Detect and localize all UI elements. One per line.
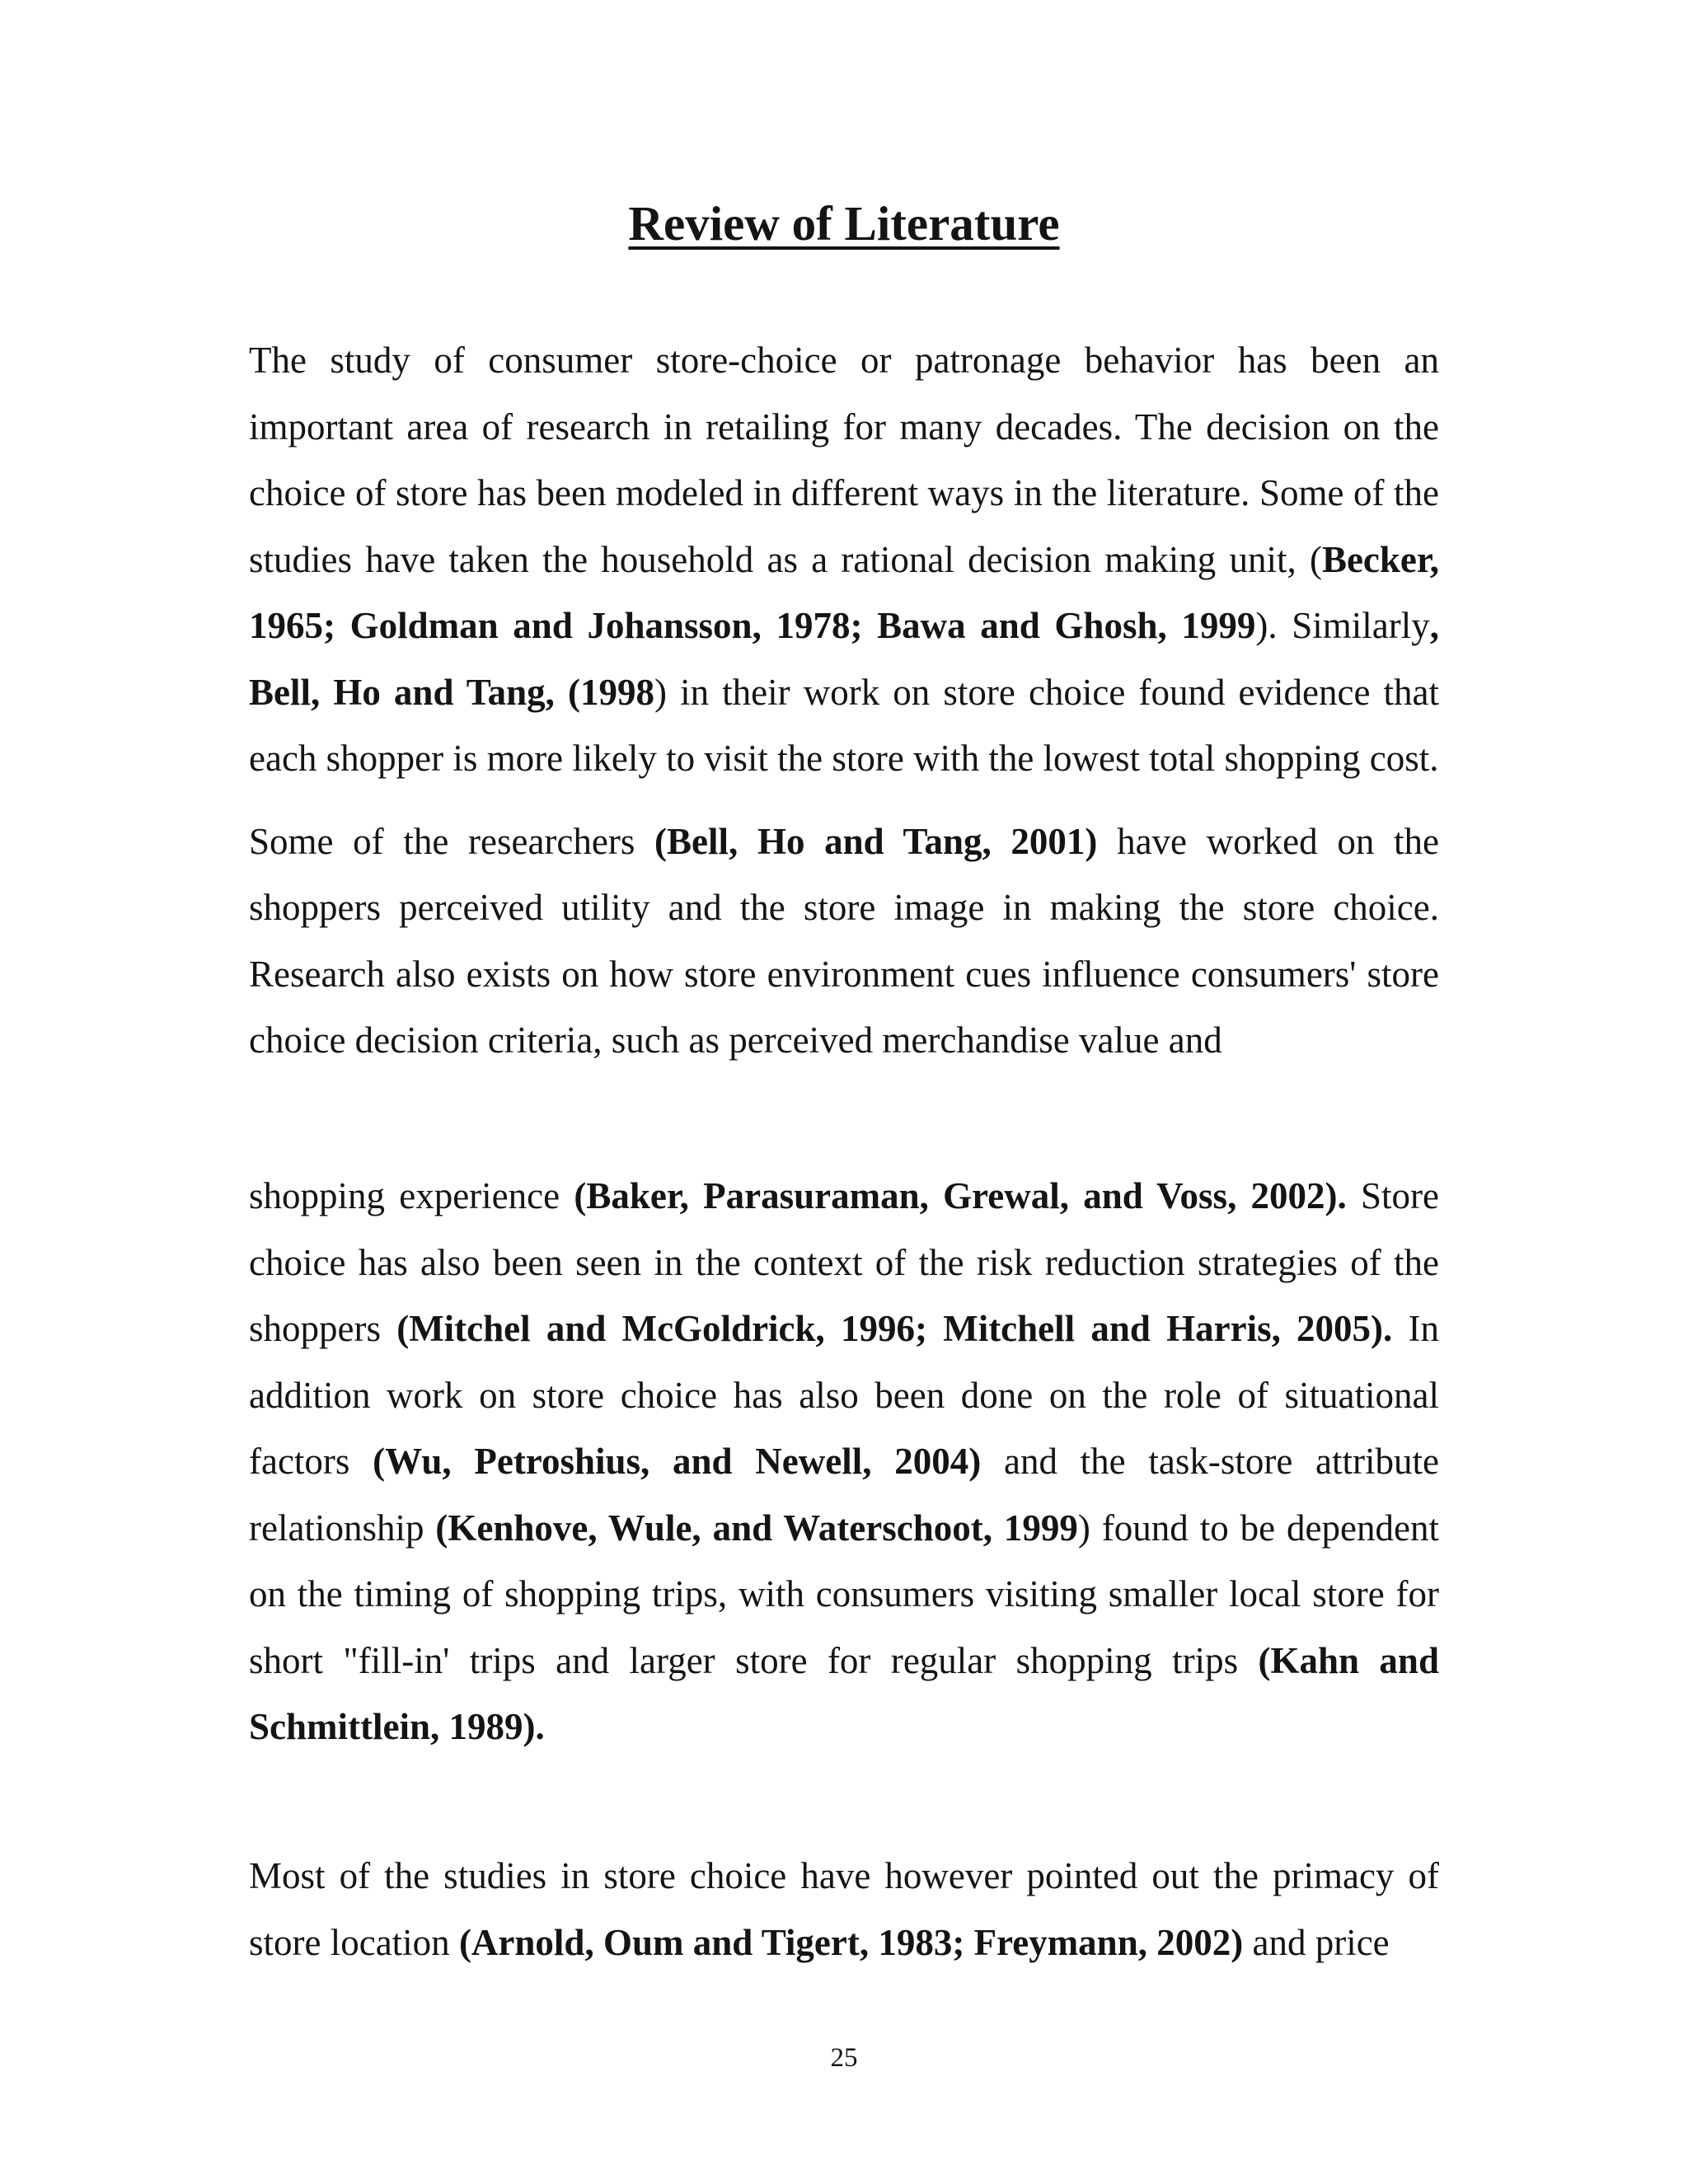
paragraph bbox=[249, 1163, 1439, 1760]
page-title: Review of Literature bbox=[628, 196, 1060, 251]
paragraph-text: ). Similarly bbox=[1255, 605, 1430, 646]
citation: , Bell, Ho and Tang, (1998 bbox=[249, 605, 1440, 713]
citation: (Kenhove, Wule, and Waterschoot, 1999 bbox=[435, 1507, 1078, 1549]
paragraph-text: and price bbox=[1243, 1921, 1390, 1963]
citation: (Arnold, Oum and Tigert, 1983; Freymann, 2002) bbox=[458, 1921, 1244, 1963]
paragraph-text: and the task-store attribute relationship bbox=[249, 1441, 1440, 1549]
paragraph-text: Most of the studies in store choice have however pointed out the primacy of store location bbox=[249, 1855, 1439, 1963]
paragraph bbox=[249, 327, 1439, 792]
citation: (Mitchel and McGoldrick, 1996; Mitchell and Harris, 2005). bbox=[396, 1308, 1393, 1349]
citation: Becker, 1965; Goldman and Johansson, 1978; Bawa and Ghosh, 1999 bbox=[249, 538, 1439, 646]
paragraph-text: In addition work on store choice has also been done on the role of situational factors bbox=[249, 1308, 1439, 1482]
paragraph-group bbox=[249, 1163, 1439, 1760]
citation: (Bell, Ho and Tang, 2001) bbox=[654, 820, 1098, 862]
citation: (Wu, Petroshius, and Newell, 2004) bbox=[373, 1441, 982, 1482]
paragraph-text: shopping experience bbox=[249, 1175, 574, 1216]
paragraph-text: Store choice has also been seen in the context of the risk reduction strategies of the shoppers bbox=[249, 1175, 1439, 1349]
paragraph bbox=[249, 1843, 1439, 1975]
paragraph-group bbox=[249, 327, 1439, 1074]
citation: (Baker, Parasuraman, Grewal, and Voss, 2002). bbox=[574, 1175, 1347, 1216]
paragraph-text: ) found to be dependent on the timing of shopping trips, with consumers visiting smaller local store for short "fill-in' trips and larger store for regular shopping trips bbox=[249, 1507, 1439, 1681]
paragraph bbox=[249, 808, 1439, 1074]
page-number: 25 bbox=[830, 2043, 858, 2073]
paragraph-text: The study of consumer store-choice or patronage behavior has been an important area of research in retailing for many decades. The decision on the choice of store has been modeled in different ways in the literature. Some of the studies have taken the household as a rational decision making unit, ( bbox=[249, 340, 1439, 580]
citation: (Kahn and Schmittlein, 1989). bbox=[249, 1639, 1439, 1747]
paragraph-text: have worked on the shoppers perceived utility and the store image in making the store choice. Research also exists on how store environment cues influence consumers' store choice decision criteria, such as perceived merchandise value and bbox=[249, 820, 1439, 1061]
paragraph-text: ) in their work on store choice found evidence that each shopper is more likely to visit the store with the lowest total shopping cost. bbox=[249, 671, 1439, 779]
paragraph-group bbox=[249, 1843, 1439, 1975]
paragraph-text: Some of the researchers bbox=[249, 820, 655, 862]
